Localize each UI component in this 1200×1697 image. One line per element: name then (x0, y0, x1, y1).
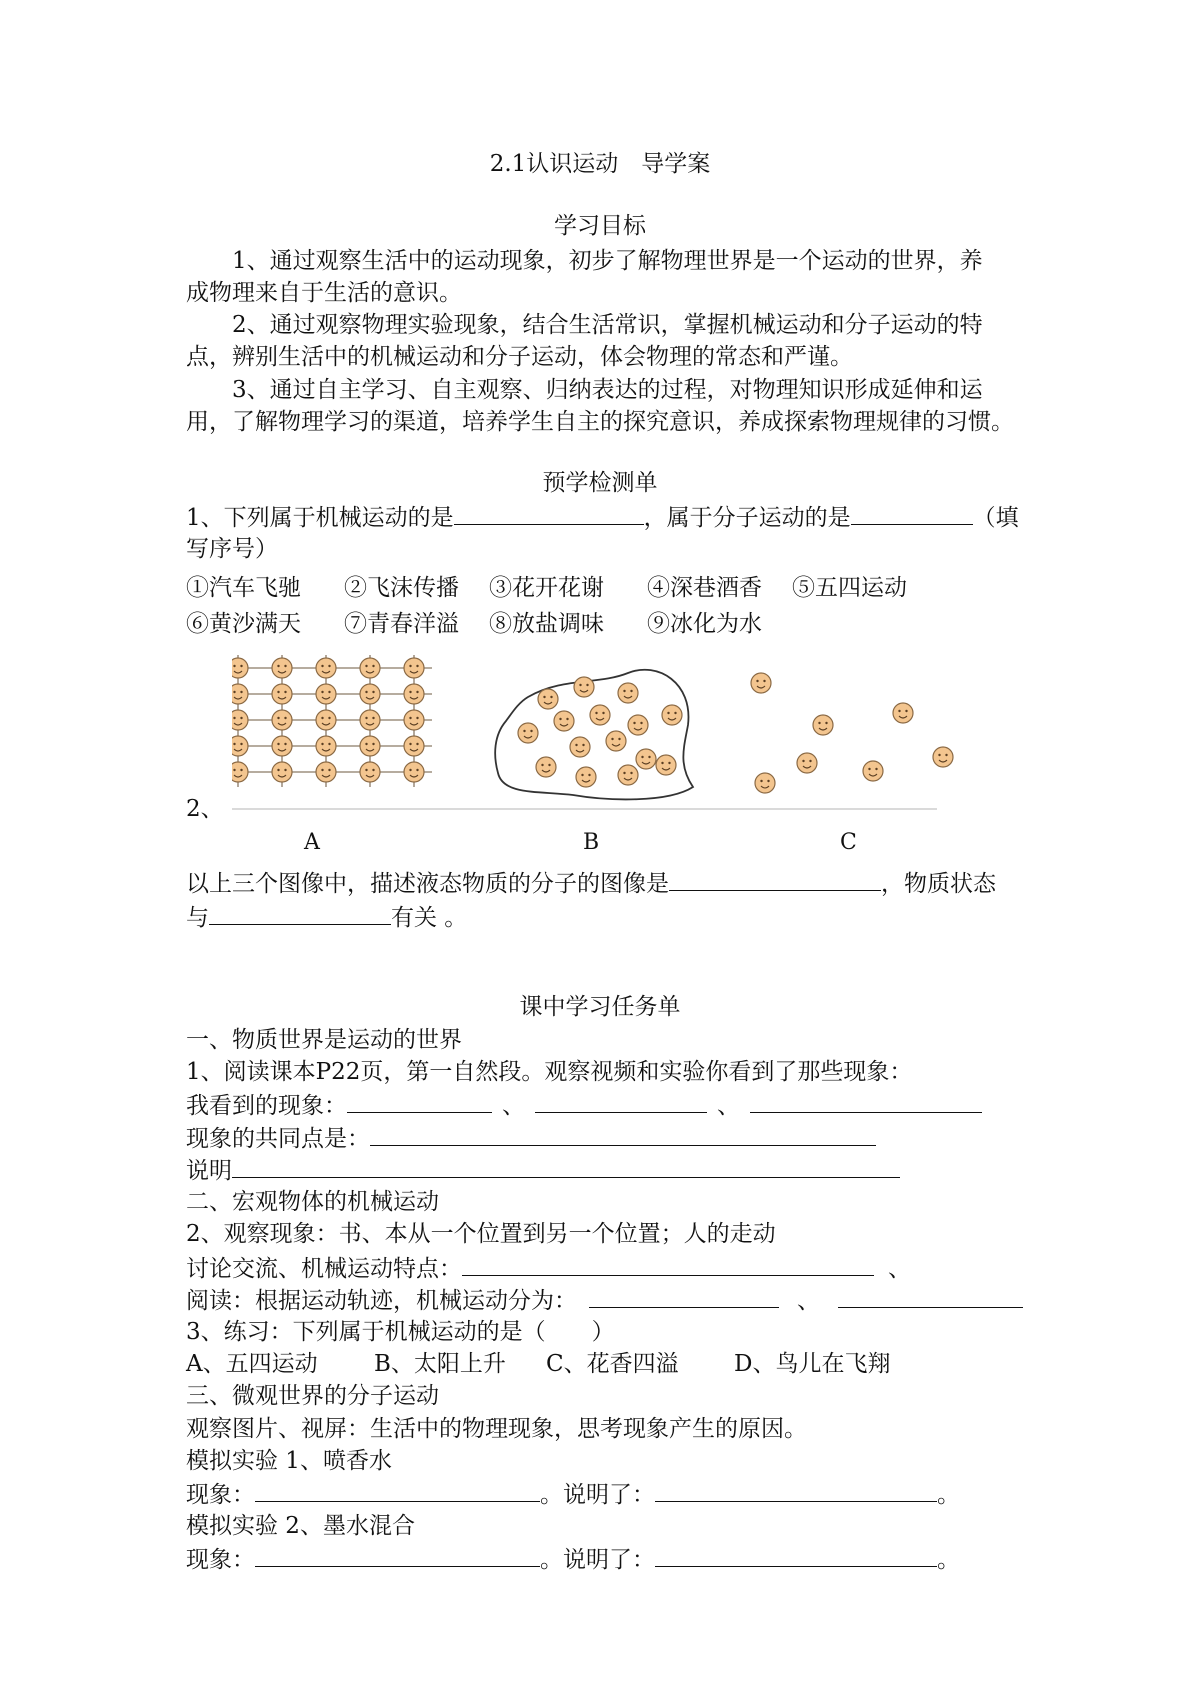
answer-blank[interactable] (589, 1283, 779, 1308)
page-title: 2.1认识运动 导学案 (489, 151, 711, 177)
answer-blank[interactable] (255, 1542, 540, 1567)
molecule-icon (813, 715, 833, 735)
molecule-icon (656, 755, 676, 775)
label: 现象： (186, 1482, 255, 1508)
molecule-icon (574, 677, 594, 697)
option: ②飞沫传播 (344, 575, 459, 601)
molecule-icon (360, 710, 380, 730)
molecule-icon (316, 658, 336, 678)
answer-blank[interactable] (750, 1088, 982, 1113)
task-line-5: 2、观察现象：书、本从一个位置到另一个位置；人的走动 (186, 1221, 776, 1247)
answer-blank[interactable] (232, 1153, 900, 1178)
separator: 、 (888, 1256, 911, 1282)
task-line-9: 观察图片、视屏：生活中的物理现象，思考现象产生的原因。 (186, 1416, 807, 1442)
molecule-icon (576, 767, 596, 787)
molecule-icon (316, 710, 336, 730)
label: 现象： (186, 1547, 255, 1573)
molecule-icon (404, 762, 424, 782)
label: 。说明了： (540, 1482, 655, 1508)
molecule-icon (797, 753, 817, 773)
molecule-icon (272, 684, 292, 704)
experiment-1-title: 模拟实验 1、喷香水 (186, 1448, 392, 1474)
task-heading: 课中学习任务单 (519, 994, 681, 1020)
answer-blank[interactable] (669, 866, 881, 891)
options-row-2 (186, 608, 762, 640)
caption-b: B (583, 830, 600, 855)
figure-baseline (232, 808, 937, 810)
goal-1-line-1: 1、通过观察生活中的运动现象，初步了解物理世界是一个运动的世界，养 (232, 248, 983, 274)
separator: 、 (502, 1093, 525, 1119)
molecule-icon (618, 765, 638, 785)
molecule-icon (751, 673, 771, 693)
section-3-title: 三、微观世界的分子运动 (186, 1383, 439, 1409)
molecule-icon (404, 710, 424, 730)
goal-3-line-1: 3、通过自主学习、自主观察、归纳表达的过程，对物理知识形成延伸和运 (232, 377, 983, 403)
molecule-figure-c (745, 655, 955, 805)
answer-blank[interactable] (255, 1477, 540, 1502)
molecule-icon (316, 684, 336, 704)
molecule-icon (232, 736, 248, 756)
choice: B、太阳上升 (374, 1351, 506, 1377)
molecule-icon (618, 683, 638, 703)
molecule-icon (893, 703, 913, 723)
pre-q2-text-c: 与 (186, 905, 209, 931)
experiment-2-title: 模拟实验 2、墨水混合 (186, 1513, 415, 1539)
label: 我看到的现象： (186, 1093, 347, 1119)
molecule-icon (518, 723, 538, 743)
molecule-icon (755, 773, 775, 793)
answer-blank[interactable] (535, 1088, 707, 1113)
molecule-icon (360, 762, 380, 782)
choices-row (186, 1348, 890, 1380)
option: ⑨冰化为水 (647, 611, 762, 637)
option: ⑦青春洋溢 (344, 611, 459, 637)
goal-3-line-2: 用，了解物理学习的渠道，培养学生自主的探究意识，养成探索物理规律的习惯。 (186, 409, 1014, 435)
pre-q1-line-2: 写序号） (186, 536, 278, 562)
task-line-6 (186, 1251, 911, 1285)
molecule-icon (538, 689, 558, 709)
molecule-icon (316, 762, 336, 782)
label: 。说明了： (540, 1547, 655, 1573)
option: ⑥黄沙满天 (186, 611, 301, 637)
pre-q1-text-a: 1、下列属于机械运动的是 (186, 505, 454, 531)
molecule-icon (404, 684, 424, 704)
task-line-4 (186, 1153, 900, 1187)
choice: A、五四运动 (186, 1351, 318, 1377)
label: 讨论交流、机械运动特点： (186, 1256, 462, 1282)
task-line-7 (186, 1283, 1023, 1317)
option: ③花开花谢 (489, 575, 604, 601)
experiment-2-answer (186, 1542, 960, 1576)
goal-2-line-1: 2、通过观察物理实验现象，结合生活常识，掌握机械运动和分子运动的特 (232, 312, 983, 338)
molecule-icon (863, 761, 883, 781)
pre-q2-text-a: 以上三个图像中，描述液态物质的分子的图像是 (186, 871, 669, 897)
pre-q2-text-b: ，物质状态 (881, 871, 996, 897)
answer-blank[interactable] (347, 1088, 492, 1113)
pre-q1-text-c: （填 (972, 505, 1019, 531)
molecule-icon (316, 736, 336, 756)
pre-q1-line-1 (186, 500, 1019, 534)
answer-blank[interactable] (851, 500, 973, 525)
molecule-icon (554, 711, 574, 731)
task-line-2 (186, 1088, 982, 1122)
pre-q2-line-1 (186, 866, 996, 900)
molecule-icon (232, 762, 248, 782)
answer-blank[interactable] (655, 1542, 937, 1567)
molecule-icon (232, 684, 248, 704)
molecule-icon (636, 749, 656, 769)
molecule-icon (232, 710, 248, 730)
molecule-icon (272, 710, 292, 730)
goals-heading: 学习目标 (554, 213, 646, 239)
section-1-title: 一、物质世界是运动的世界 (186, 1027, 462, 1053)
answer-blank[interactable] (370, 1121, 876, 1146)
molecule-icon (662, 705, 682, 725)
separator: 、 (797, 1288, 820, 1314)
experiment-1-answer (186, 1477, 960, 1511)
molecule-figure-a (232, 655, 444, 805)
answer-blank[interactable] (209, 900, 391, 925)
molecule-icon (536, 757, 556, 777)
molecule-icon (232, 658, 248, 678)
choice: C、花香四溢 (546, 1351, 679, 1377)
label: 现象的共同点是： (186, 1126, 370, 1152)
molecule-figure-b (488, 655, 708, 805)
molecule-icon (360, 736, 380, 756)
end-mark: 。 (937, 1482, 960, 1508)
molecule-icon (272, 736, 292, 756)
section-2-title: 二、宏观物体的机械运动 (186, 1189, 439, 1215)
option: ④深巷酒香 (647, 575, 762, 601)
option: ⑧放盐调味 (489, 611, 604, 637)
answer-blank[interactable] (838, 1283, 1023, 1308)
end-mark: 。 (937, 1547, 960, 1573)
answer-blank[interactable] (462, 1251, 874, 1276)
molecule-icon (933, 747, 953, 767)
label: 阅读：根据运动轨迹，机械运动分为： (186, 1288, 577, 1314)
task-line-3 (186, 1121, 876, 1155)
caption-a: A (304, 830, 320, 855)
options-row-1 (186, 572, 907, 604)
molecule-icon (590, 705, 610, 725)
option: ①汽车飞驰 (186, 575, 301, 601)
pre-heading: 预学检测单 (542, 470, 658, 496)
molecule-icon (628, 715, 648, 735)
choice: D、鸟儿在飞翔 (734, 1351, 891, 1377)
molecule-icon (272, 762, 292, 782)
separator: 、 (717, 1093, 740, 1119)
molecule-icon (570, 737, 590, 757)
caption-c: C (840, 830, 857, 855)
task-line-8: 3、练习：下列属于机械运动的是（ ） (186, 1319, 615, 1345)
label: 说明 (186, 1158, 232, 1184)
pre-q2-text-d: 有关 。 (391, 905, 468, 931)
goal-2-line-2: 点，辨别生活中的机械运动和分子运动，体会物理的常态和严谨。 (186, 344, 853, 370)
pre-q2-line-2 (186, 900, 467, 934)
molecule-icon (272, 658, 292, 678)
answer-blank[interactable] (454, 500, 644, 525)
molecule-icon (360, 684, 380, 704)
molecule-icon (404, 658, 424, 678)
answer-blank[interactable] (655, 1477, 937, 1502)
molecule-icon (606, 731, 626, 751)
pre-q2-number: 2、 (186, 796, 224, 822)
task-line-1: 1、阅读课本P22页，第一自然段。观察视频和实验你看到了那些现象： (186, 1059, 913, 1085)
goal-1-line-2: 成物理来自于生活的意识。 (186, 280, 462, 306)
molecule-icon (404, 736, 424, 756)
molecule-icon (360, 658, 380, 678)
pre-q1-text-b: ，属于分子运动的是 (643, 505, 851, 531)
option: ⑤五四运动 (792, 575, 907, 601)
